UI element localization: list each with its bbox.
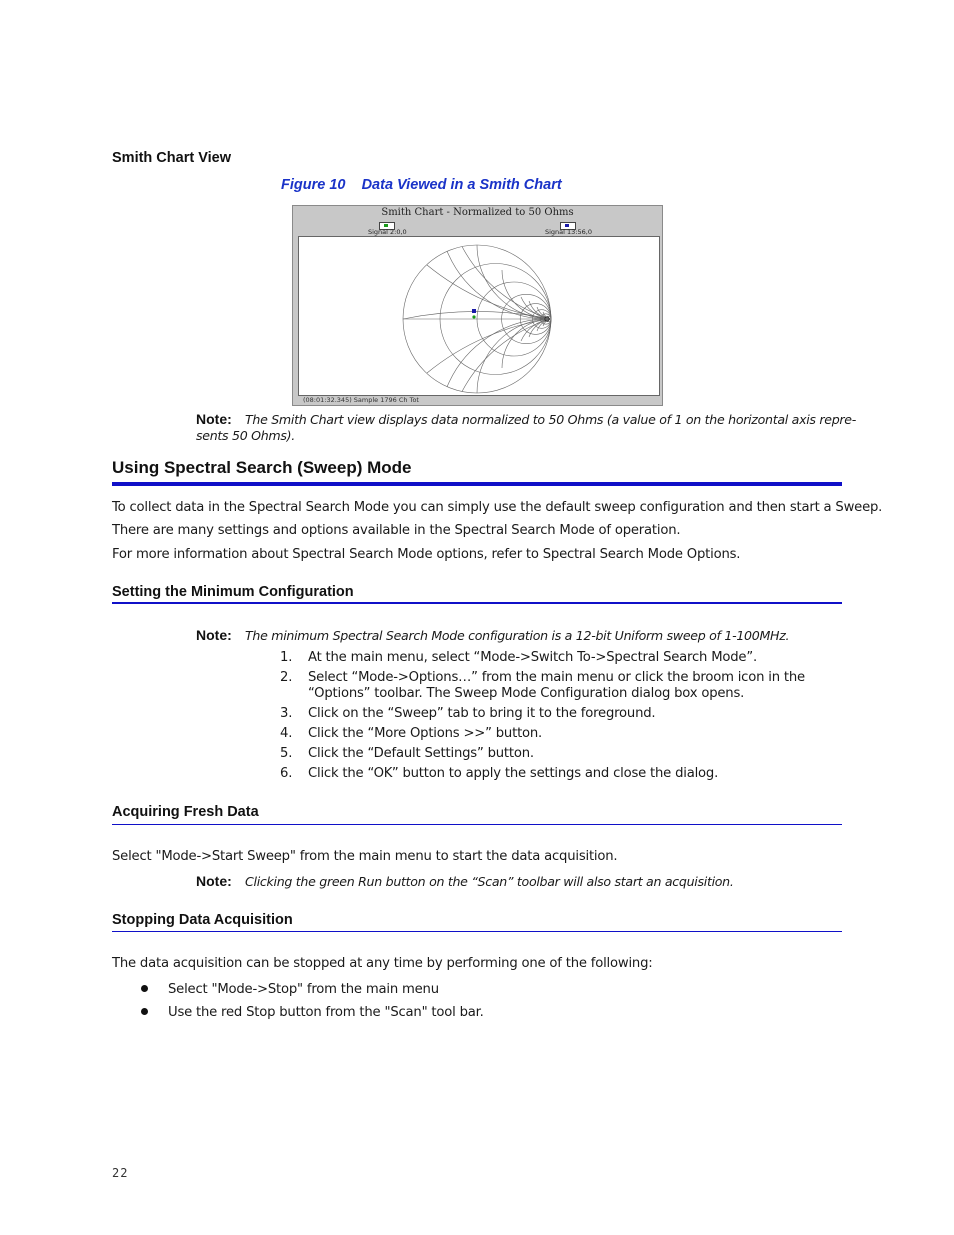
signal-right-label: Signal 13:56,0	[545, 228, 592, 236]
list-item: Use the red Stop button from the "Scan" tool bar.	[140, 1004, 484, 1027]
marker-signal-13	[472, 309, 476, 313]
paragraph-collect-data: To collect data in the Spectral Search Mode you can simply use the default sweep configuration and then start a Sweep.	[112, 500, 883, 515]
list-item: Select "Mode->Stop" from the main menu	[140, 981, 484, 1004]
note-label-smith: Note:	[196, 411, 232, 427]
bullet-icon	[141, 985, 148, 992]
subsection-rule-acquiring	[112, 824, 842, 825]
signal-left-label: Signal 2:0,0	[368, 228, 407, 236]
section-heading-smith-chart-view: Smith Chart View	[112, 150, 231, 166]
subsection-rule-stopping	[112, 931, 842, 932]
subsection-heading-acquiring: Acquiring Fresh Data	[112, 804, 259, 820]
note-text-acquire: Clicking the green Run button on the “Scan” toolbar will also start an acquisition.	[245, 874, 734, 889]
paragraph-stop: The data acquisition can be stopped at any time by performing one of the following:	[112, 956, 653, 971]
subsection-heading-min-config: Setting the Minimum Configuration	[112, 584, 354, 600]
smith-chart-graphic	[299, 237, 659, 395]
section-heading-spectral-search: Using Spectral Search (Sweep) Mode	[112, 458, 412, 477]
subsection-heading-stopping: Stopping Data Acquisition	[112, 912, 293, 928]
marker-signal-2	[472, 315, 475, 318]
section-rule-thick	[112, 482, 842, 486]
steps-list	[280, 650, 820, 786]
figure-status-line: (08:01:32.345) Sample 1796 Ch Tot	[303, 396, 419, 404]
list-item: 1. At the main menu, select “Mode->Switch To->Spectral Search Mode”.	[280, 650, 757, 665]
figure-title: Smith Chart - Normalized to 50 Ohms	[381, 207, 574, 218]
note-label-acquire: Note:	[196, 873, 232, 889]
smith-chart-figure	[292, 205, 663, 406]
smith-plot-area	[298, 236, 660, 396]
list-item: 2. Select “Mode->Options…” from the main menu or click the broom icon in the “Options” toolbar. The Sweep Mode Configuration dialog box opens.	[280, 670, 805, 701]
list-item: 5. Click the “Default Settings” button.	[280, 746, 534, 761]
figure-caption: Figure 10 Data Viewed in a Smith Chart	[281, 177, 562, 193]
paragraph-settings: There are many settings and options available in the Spectral Search Mode of operation.	[112, 523, 681, 538]
list-item: 6. Click the “OK” button to apply the settings and close the dialog.	[280, 766, 719, 781]
subsection-rule-min-config	[112, 602, 842, 604]
note-text-smith-line1: The Smith Chart view displays data normalized to 50 Ohms (a value of 1 on the horizontal axis repre-	[245, 412, 856, 427]
page-number: 22	[112, 1166, 129, 1180]
bullet-icon	[141, 1008, 148, 1015]
note-text-min-config: The minimum Spectral Search Mode configuration is a 12-bit Uniform sweep of 1-100MHz.	[245, 628, 790, 643]
note-text-smith-line2: sents 50 Ohms).	[196, 428, 295, 443]
paragraph-more-info: For more information about Spectral Search Mode options, refer to Spectral Search Mode Options.	[112, 547, 741, 562]
bullet-list	[140, 981, 484, 1027]
paragraph-start-sweep: Select "Mode->Start Sweep" from the main menu to start the data acquisition.	[112, 849, 618, 864]
note-label-min-config: Note:	[196, 627, 232, 643]
list-item: 3. Click on the “Sweep” tab to bring it to the foreground.	[280, 706, 656, 721]
list-item: 4. Click the “More Options >>” button.	[280, 726, 543, 741]
